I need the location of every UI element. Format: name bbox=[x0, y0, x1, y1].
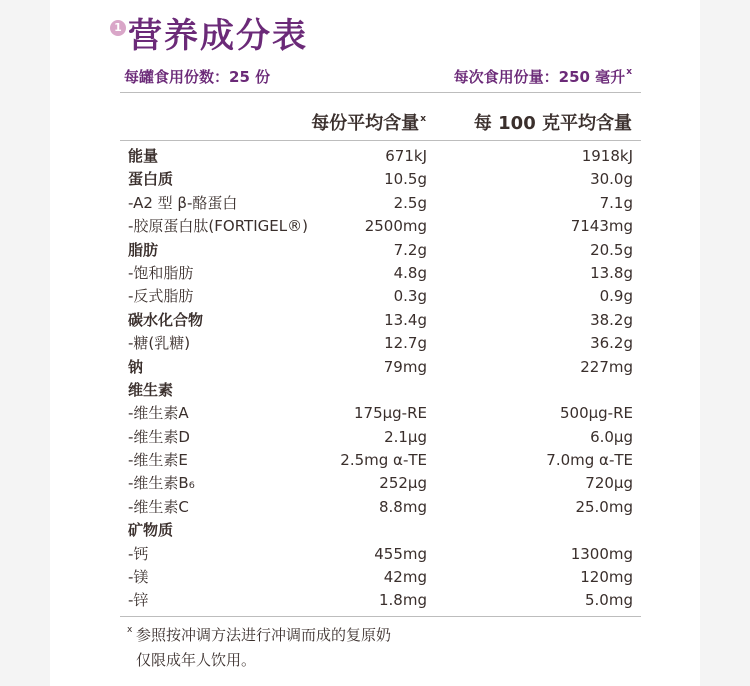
nutrient-name: -维生素A bbox=[128, 404, 189, 423]
per-serving-value: 8.8mg bbox=[379, 497, 427, 516]
nutrient-name: -饱和脂肪 bbox=[128, 263, 194, 282]
table-row bbox=[128, 262, 633, 285]
nutrient-name: -A2 型 β-酪蛋白 bbox=[128, 193, 238, 212]
table-row bbox=[128, 356, 633, 379]
divider-bottom bbox=[120, 616, 641, 617]
table-row bbox=[128, 168, 633, 191]
table-row bbox=[128, 589, 633, 612]
per-100g-value: 38.2g bbox=[590, 310, 633, 329]
divider-top bbox=[120, 92, 641, 93]
serving-size-mark: x bbox=[626, 67, 632, 77]
footnote-line-1: 参照按冲调方法进行冲调而成的复原奶 bbox=[136, 626, 392, 644]
serving-size-label bbox=[454, 66, 632, 87]
per-serving-value: 7.2g bbox=[393, 240, 427, 259]
per-serving-value: 2.5mg α-TE bbox=[340, 451, 427, 470]
column-header-per-serving bbox=[311, 109, 426, 135]
table-row bbox=[128, 566, 633, 589]
column-header-per-100g: 每 100 克平均含量 bbox=[473, 113, 632, 134]
serving-size-text: 每次食用份量：250 毫升 bbox=[453, 68, 626, 86]
table-row bbox=[128, 379, 633, 402]
nutrient-name: -维生素C bbox=[128, 497, 189, 516]
per-100g-value: 7.0mg α-TE bbox=[546, 451, 633, 470]
section-number-badge: 1 bbox=[110, 20, 126, 36]
nutrient-name: 能量 bbox=[128, 147, 159, 165]
nutrient-name: -维生素D bbox=[128, 427, 190, 446]
per-serving-value: 455mg bbox=[374, 544, 427, 563]
nutrient-name: -糖(乳糖) bbox=[128, 334, 191, 353]
column-header-mark: x bbox=[420, 114, 426, 124]
per-100g-value: 7.1g bbox=[599, 193, 633, 212]
table-row bbox=[128, 285, 633, 308]
per-serving-value: 4.8g bbox=[393, 263, 427, 282]
per-serving-value: 0.3g bbox=[393, 287, 427, 306]
per-100g-value: 20.5g bbox=[590, 240, 633, 259]
per-100g-value: 227mg bbox=[580, 357, 633, 376]
per-100g-value: 7143mg bbox=[570, 217, 633, 236]
per-100g-value: 720μg bbox=[585, 474, 633, 493]
footnote-line-2: 仅限成年人饮用。 bbox=[136, 651, 257, 669]
per-serving-value: 13.4g bbox=[384, 310, 427, 329]
nutrient-name: -维生素E bbox=[128, 451, 188, 470]
nutrient-name: -胶原蛋白肽(FORTIGEL®) bbox=[128, 217, 308, 236]
per-serving-value: 671kJ bbox=[385, 147, 427, 165]
table-row bbox=[128, 496, 633, 519]
nutrition-table bbox=[128, 145, 633, 613]
nutrient-name: -钙 bbox=[128, 544, 149, 563]
footnote-mark: x bbox=[127, 625, 133, 635]
per-100g-value: 0.9g bbox=[599, 287, 633, 306]
per-serving-value: 12.7g bbox=[384, 334, 427, 353]
column-header-per-serving-text: 每份平均含量 bbox=[311, 113, 420, 134]
per-100g-value: 6.0μg bbox=[590, 427, 633, 446]
nutrient-name: 矿物质 bbox=[128, 521, 174, 540]
per-100g-value: 25.0mg bbox=[575, 497, 633, 516]
per-serving-value: 79mg bbox=[383, 357, 427, 376]
nutrient-name: 维生素 bbox=[128, 380, 174, 399]
per-100g-value: 1300mg bbox=[570, 544, 633, 563]
nutrient-name: -锌 bbox=[128, 591, 149, 610]
nutrient-name: 蛋白质 bbox=[128, 170, 174, 189]
table-row bbox=[128, 402, 633, 425]
per-100g-value: 500μg-RE bbox=[559, 404, 633, 423]
per-serving-value: 1.8mg bbox=[379, 591, 427, 610]
per-100g-value: 36.2g bbox=[590, 334, 633, 353]
table-row bbox=[128, 519, 633, 542]
table-row bbox=[128, 426, 633, 449]
per-100g-value: 5.0mg bbox=[585, 591, 633, 610]
divider-header bbox=[120, 140, 641, 141]
per-serving-value: 252μg bbox=[379, 474, 427, 493]
nutrient-name: 碳水化合物 bbox=[128, 310, 204, 329]
nutrient-name: -维生素B₆ bbox=[128, 474, 195, 493]
table-row bbox=[128, 472, 633, 495]
table-row bbox=[128, 239, 633, 262]
nutrient-name: 钠 bbox=[128, 357, 144, 376]
table-row bbox=[128, 449, 633, 472]
per-100g-value: 30.0g bbox=[590, 170, 633, 189]
nutrient-name: 脂肪 bbox=[128, 240, 159, 259]
table-row bbox=[128, 192, 633, 215]
per-serving-value: 10.5g bbox=[384, 170, 427, 189]
table-row bbox=[128, 145, 633, 168]
page-title: 营养成分表 bbox=[128, 16, 308, 56]
servings-per-can: 每罐食用份数：25 份 bbox=[124, 68, 271, 86]
table-row bbox=[128, 309, 633, 332]
per-serving-value: 2.1μg bbox=[384, 427, 427, 446]
per-serving-value: 2500mg bbox=[364, 217, 427, 236]
per-100g-value: 1918kJ bbox=[581, 147, 633, 165]
per-serving-value: 175μg-RE bbox=[353, 404, 427, 423]
per-serving-value: 42mg bbox=[383, 568, 427, 587]
table-row bbox=[128, 215, 633, 238]
table-row bbox=[128, 543, 633, 566]
per-100g-value: 120mg bbox=[580, 568, 633, 587]
per-serving-value: 2.5g bbox=[393, 193, 427, 212]
per-100g-value: 13.8g bbox=[590, 263, 633, 282]
nutrient-name: -反式脂肪 bbox=[128, 287, 194, 306]
nutrient-name: -镁 bbox=[128, 568, 149, 587]
table-row bbox=[128, 332, 633, 355]
